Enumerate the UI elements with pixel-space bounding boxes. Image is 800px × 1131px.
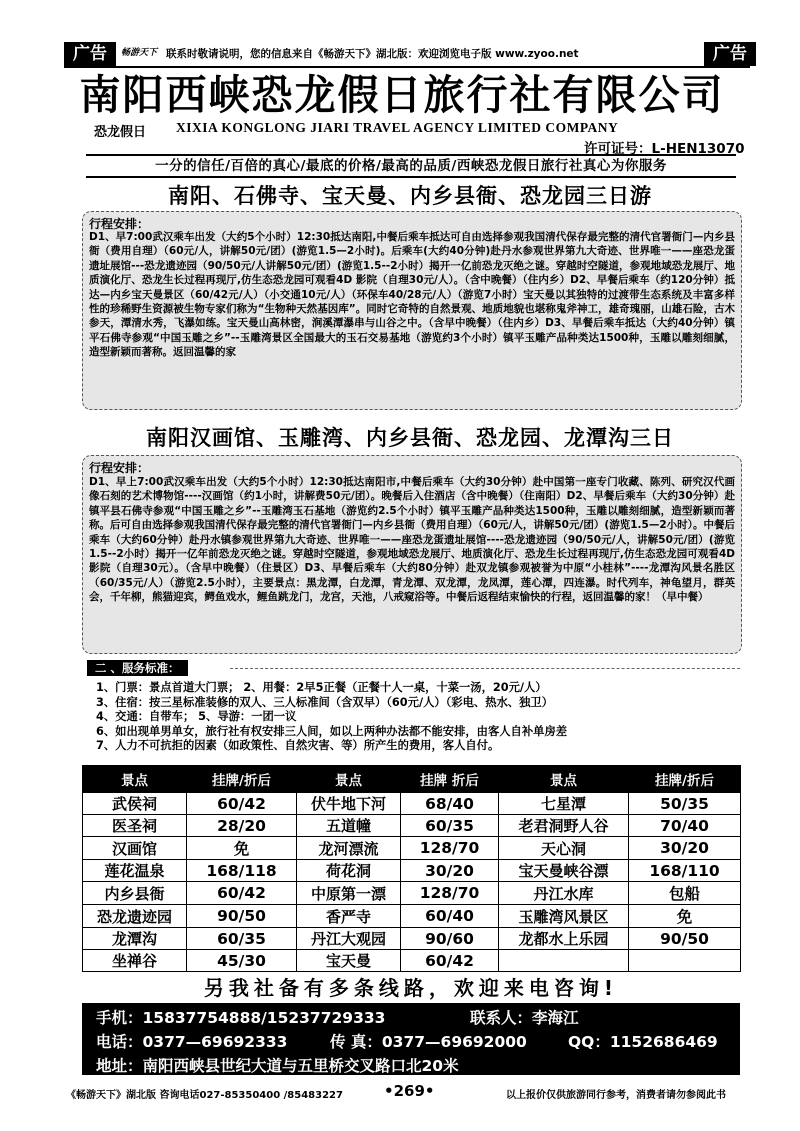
spot-name-cell: 五道幢: [297, 815, 401, 837]
price-cell: 90/60: [401, 928, 499, 950]
spot-name-cell: 龙潭沟: [83, 928, 187, 950]
spot-name-cell: 玉雕湾风景区: [499, 905, 629, 928]
spot-name-cell: 医圣祠: [83, 815, 187, 837]
section-divider: [230, 668, 740, 669]
price-cell: 30/20: [629, 837, 741, 860]
spot-name-cell: 龙都水上乐园: [499, 928, 629, 950]
price-cell: 60/42: [401, 950, 499, 972]
price-cell: 45/30: [187, 950, 297, 972]
spot-name-cell: 莲花温泉: [83, 860, 187, 882]
spot-name-cell: 内乡县衙: [83, 882, 187, 905]
route2-itinerary-text: D1、早上7:00武汉乘车出发（大约5个小时）12:30抵达南阳市,中餐后乘车（大约30分钟）赴中国第一座专门收藏、陈列、研究汉代画像石刻的艺术博物馆----汉画馆（约1小时，讲解费50元/团）。晚餐后入住酒店（含中晚餐）（住南阳）D2、早餐后乘车（大约30分钟）赴镇平县石佛寺参观“中国玉雕之乡”--玉雕湾玉石基地（游览约2.5个小时）镇平玉雕产品种类达1500种，玉雕以雕刻细腻，造型新颖而著称。后可自由选择参观我国清代保存最完整的清代官署衙门—内乡县衙（费用自理）（60元/人，讲解50元/团）(游览1.5—2小时）。中餐后乘车（大约60分钟）赴丹水镇参观世界第九大奇迹、世界唯一——座恐龙蛋遗址展馆----恐龙遗迹园（90/50元/人，讲解50元/团）(游览1.5--2小时）揭开一亿年前恐龙灭绝之谜。穿越时空隧道，参观地域恐龙展厅、地质演化厅、恐龙生长过程再现厅,仿生态恐龙园可观看4D 影院（自理30元）。（含早中晚餐）（住景区）D3、早餐后乘车（大约80分钟）赴双龙镇参观被誉为中原“小桂林”----龙潭沟风景名胜区（60/35元/人）（游览2.5小时），主要景点：黑龙潭，白龙潭，青龙潭、双龙潭，龙凤潭，莲心潭，四连瀑。时代列车，神龟望月，群英会，千年柳，熊猫迎宾，鳄鱼戏水，鲤鱼跳龙门，龙宫，天池，八戒窥浴等。中餐后返程结束愉快的行程，返回温馨的家！（早中餐）: [89, 476, 735, 604]
col-header-spot: 景点: [499, 766, 629, 793]
price-cell: 30/20: [401, 860, 499, 882]
price-table: [82, 765, 741, 972]
promo-banner: 另我社备有多条线路，欢迎来电咨询!: [203, 976, 619, 1000]
route1-itinerary-text: D1、早7:00武汉乘车出发（大约5个小时）12:30抵达南阳,中餐后乘车抵达可自由选择参观我国清代保存最完整的清代官署衙门—内乡县衙（费用自理）（60元/人，讲解50元/团）(游览1.5—2小时)。后乘车(大约40分钟)赴丹水参观世界第九大奇迹、世界唯一——座恐龙蛋遗址展馆---恐龙遗迹园（90/50元/人讲解50元/团）(游览1.5--2小时）揭开一亿前恐龙灭绝之谜。穿越时空隧道，参观地域恐龙展厅、地质演化厅、恐龙生长过程再现厅,仿生态恐龙园可观看4D 影院（自理30元/人）。（含中晚餐）（住内乡）D2、早餐后乘车（约120分钟）抵达—内乡宝天曼景区（60/42元/人）（小交通10元/人）（环保车40/28元/人）（游览7小时）宝天曼以其独特的过渡带生态系统及丰富多样性的珍稀野生资源被生物专家们称为“生物种天然基因库”。同时它奇特的自然景观、地质地貌也堪称鬼斧神工，雄奇瑰丽，山雄石险，古木参天，潭清水秀，飞瀑如练。宝天曼山高林密，涧溪潭瀑串与山谷之中。（含早中晚餐）（住内乡）D3、早餐后乘车抵达（大约40分钟）镇平石佛寺参观“中国玉雕之乡”--玉雕湾景区全国最大的玉石交易基地（游览约3个小时）镇平玉雕产品种类达1500种，玉雕以雕刻细腻，造型新颖而著称。返回温馨的家: [89, 231, 735, 359]
col-header-spot: 景点: [297, 766, 401, 793]
spot-name-cell: 荷花洞: [297, 860, 401, 882]
license-number: 许可证号：L-HEN13070: [584, 141, 745, 157]
table-row: [83, 815, 741, 837]
table-row: [83, 860, 741, 882]
page-number-value: 269: [393, 1082, 425, 1100]
footer-right: 以上报价仅供旅游同行参考，消费者请勿参阅此书: [506, 1090, 726, 1101]
price-cell: 128/70: [401, 882, 499, 905]
spot-name-cell: 中原第一漂: [297, 882, 401, 905]
contact-fax: 传 真：0377—69692000: [330, 1033, 527, 1051]
contact-address: 地址：南阳西峡县世纪大道与五里桥交叉路口北20米: [96, 1057, 459, 1075]
col-header-spot: 景点: [83, 766, 187, 793]
spot-name-cell: 天心洞: [499, 837, 629, 860]
company-english-name: XIXIA KONGLONG JIARI TRAVEL AGENCY LIMITED COMPANY: [176, 120, 619, 135]
table-row: [83, 793, 741, 815]
services-list: [96, 681, 746, 754]
table-row: [83, 837, 741, 860]
price-cell: 68/40: [401, 793, 499, 815]
page-number: •269•: [384, 1082, 435, 1100]
service-line: 3、住宿：按三星标准装修的双人、三人标准间（含双早）（60元/人）（彩电、热水、独卫）: [96, 695, 553, 709]
price-cell: 60/35: [187, 928, 297, 950]
service-line: 1、门票：景点首道大门票； 2、用餐：2早5正餐（正餐十人一桌，十菜一汤，20元/人）: [96, 681, 547, 694]
price-cell: 168/110: [629, 860, 741, 882]
price-table-header: [83, 766, 741, 793]
spot-name-cell: 恐龙遗迹园: [83, 905, 187, 928]
spot-name-cell: 宝天曼峡谷漂: [499, 860, 629, 882]
spot-name-cell: 丹江大观园: [297, 928, 401, 950]
ad-tag-left: 广告: [64, 42, 116, 66]
spot-name-cell: 伏牛地下河: [297, 793, 401, 815]
header-notice: 联系时敬请说明，您的信息来自《畅游天下》湖北版：欢迎浏览电子版 www.zyoo.net: [166, 48, 579, 60]
contact-qq: QQ：1152686469: [568, 1033, 718, 1051]
price-cell: 包船: [629, 882, 741, 905]
company-name: 南阳西峡恐龙假日旅行社有限公司: [79, 71, 725, 119]
spot-name-cell: 龙河漂流: [297, 837, 401, 860]
price-cell: 60/42: [187, 793, 297, 815]
price-cell: 60/42: [187, 882, 297, 905]
price-cell: 50/35: [629, 793, 741, 815]
price-cell: 60/40: [401, 905, 499, 928]
table-row: [83, 905, 741, 928]
spot-name-cell: 香严寺: [297, 905, 401, 928]
spot-name-cell: [499, 950, 629, 972]
contact-phone: 电话：0377—69692333: [96, 1033, 288, 1051]
contact-person: 联系人：李海江: [470, 1009, 579, 1027]
service-line: 4、交通：自带车； 5、导游：一团一议: [96, 710, 297, 724]
price-cell: [629, 950, 741, 972]
route2-label: 行程安排：: [89, 461, 150, 475]
price-cell: 128/70: [401, 837, 499, 860]
price-cell: 90/50: [629, 928, 741, 950]
route1-label: 行程安排：: [89, 217, 150, 231]
company-slogan: 一分的信任/百倍的真心/最底的价格/最高的品质/西峡恐龙假日旅行社真心为你服务: [86, 154, 736, 178]
price-cell: 免: [187, 837, 297, 860]
service-line: 6、如出现单男单女，旅行社有权安排三人间，如以上两种办法都不能安排，由客人自补单房差: [96, 724, 568, 738]
services-section-title: 二 、服务标准：: [87, 660, 188, 676]
publisher-logo: 畅游天下: [120, 48, 157, 58]
spot-name-cell: 坐禅谷: [83, 950, 187, 972]
col-header-price: 挂牌 折后: [401, 766, 499, 793]
price-cell: 60/35: [401, 815, 499, 837]
price-cell: 70/40: [629, 815, 741, 837]
table-row: [83, 950, 741, 972]
spot-name-cell: 汉画馆: [83, 837, 187, 860]
spot-name-cell: 宝天曼: [297, 950, 401, 972]
spot-name-cell: 七星潭: [499, 793, 629, 815]
company-short-name: 恐龙假日: [94, 125, 147, 140]
price-cell: 90/50: [187, 905, 297, 928]
spot-name-cell: 武侯祠: [83, 793, 187, 815]
col-header-price: 挂牌/折后: [629, 766, 741, 793]
col-header-price: 挂牌/折后: [187, 766, 297, 793]
route2-title: 南阳汉画馆、玉雕湾、内乡县衙、恐龙园、龙潭沟三日: [146, 426, 674, 450]
price-cell: 28/20: [187, 815, 297, 837]
route1-itinerary-box: [82, 211, 742, 410]
footer-left: 《畅游天下》湖北版 咨询电话027-85350400 /85483227: [66, 1090, 343, 1101]
contact-mobile: 手机：15837754888/15237729333: [96, 1009, 386, 1027]
spot-name-cell: 老君洞野人谷: [499, 815, 629, 837]
route2-itinerary-box: [82, 455, 742, 654]
contact-block: [82, 1003, 740, 1075]
table-row: [83, 882, 741, 905]
ad-tag-right: 广告: [704, 42, 756, 66]
price-cell: 免: [629, 905, 741, 928]
route1-title: 南阳、石佛寺、宝天曼、内乡县衙、恐龙园三日游: [168, 184, 652, 208]
table-row: [83, 928, 741, 950]
service-line: 7、人力不可抗拒的因素（如政策性、自然灾害、等）所产生的费用，客人自付。: [96, 739, 500, 753]
spot-name-cell: 丹江水库: [499, 882, 629, 905]
price-cell: 168/118: [187, 860, 297, 882]
